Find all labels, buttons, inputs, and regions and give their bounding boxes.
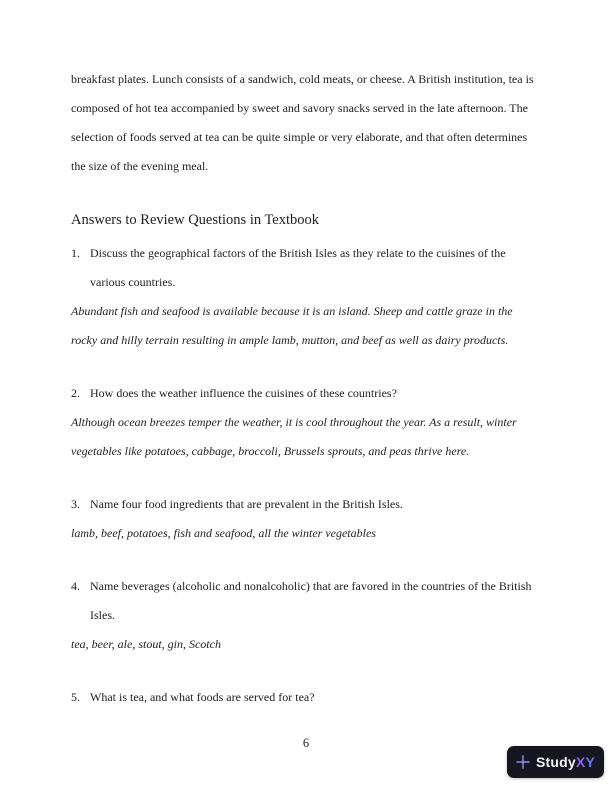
- page-content: [71, 65, 541, 712]
- question-number: 3.: [71, 497, 80, 511]
- plus-icon: [515, 754, 531, 770]
- logo-brand-accent-y: Y: [585, 754, 595, 770]
- question-number-spacer: [71, 601, 90, 630]
- question-number: 5.: [71, 690, 80, 704]
- question-line: Name four food ingredients that are prevalent in the British Isles.: [90, 497, 403, 511]
- answer-line: tea, beer, ale, stout, gin, Scotch: [71, 637, 221, 651]
- question-item: [71, 490, 541, 548]
- question-line: Isles.: [90, 608, 115, 622]
- question-line: How does the weather influence the cuisines of these countries?: [90, 386, 397, 400]
- paragraph-line: composed of hot tea accompanied by sweet and savory snacks served in the late afternoon. The: [71, 101, 528, 115]
- logo-brand-accent-x: X: [575, 754, 586, 770]
- paragraph-line: breakfast plates. Lunch consists of a sandwich, cold meats, or cheese. A British institution, tea is: [71, 72, 534, 86]
- question-number: 2.: [71, 386, 80, 400]
- studyxy-logo: [507, 746, 604, 778]
- paragraph-line: the size of the evening meal.: [71, 159, 209, 173]
- question-item: [71, 683, 541, 712]
- question-line: Discuss the geographical factors of the British Isles as they relate to the cuisines of the: [90, 246, 506, 260]
- page-number: 6: [302, 736, 310, 750]
- question-line: various countries.: [90, 275, 176, 289]
- question-line: Name beverages (alcoholic and nonalcoholic) that are favored in the countries of the British: [90, 579, 532, 593]
- question-item: [71, 572, 541, 659]
- section-heading: Answers to Review Questions in Textbook: [71, 212, 320, 228]
- answer-line: rocky and hilly terrain resulting in ample lamb, mutton, and beef as well as dairy products.: [71, 333, 509, 347]
- question-number: 1.: [71, 246, 80, 260]
- answer-line: vegetables like potatoes, cabbage, broccoli, Brussels sprouts, and peas thrive here.: [71, 444, 470, 458]
- answer-line: Abundant fish and seafood is available because it is an island. Sheep and cattle graze in the: [71, 304, 513, 318]
- question-item: [71, 379, 541, 466]
- question-line: What is tea, and what foods are served for tea?: [90, 690, 315, 704]
- logo-brand-primary: Study: [536, 754, 576, 770]
- question-item: [71, 239, 541, 355]
- answer-line: Although ocean breezes temper the weather, it is cool throughout the year. As a result, winter: [71, 415, 517, 429]
- answer-line: lamb, beef, potatoes, fish and seafood, all the winter vegetables: [71, 526, 376, 540]
- paragraph-line: selection of foods served at tea can be quite simple or very elaborate, and that often determines: [71, 130, 528, 144]
- question-number-spacer: [71, 268, 90, 297]
- question-number: 4.: [71, 579, 80, 593]
